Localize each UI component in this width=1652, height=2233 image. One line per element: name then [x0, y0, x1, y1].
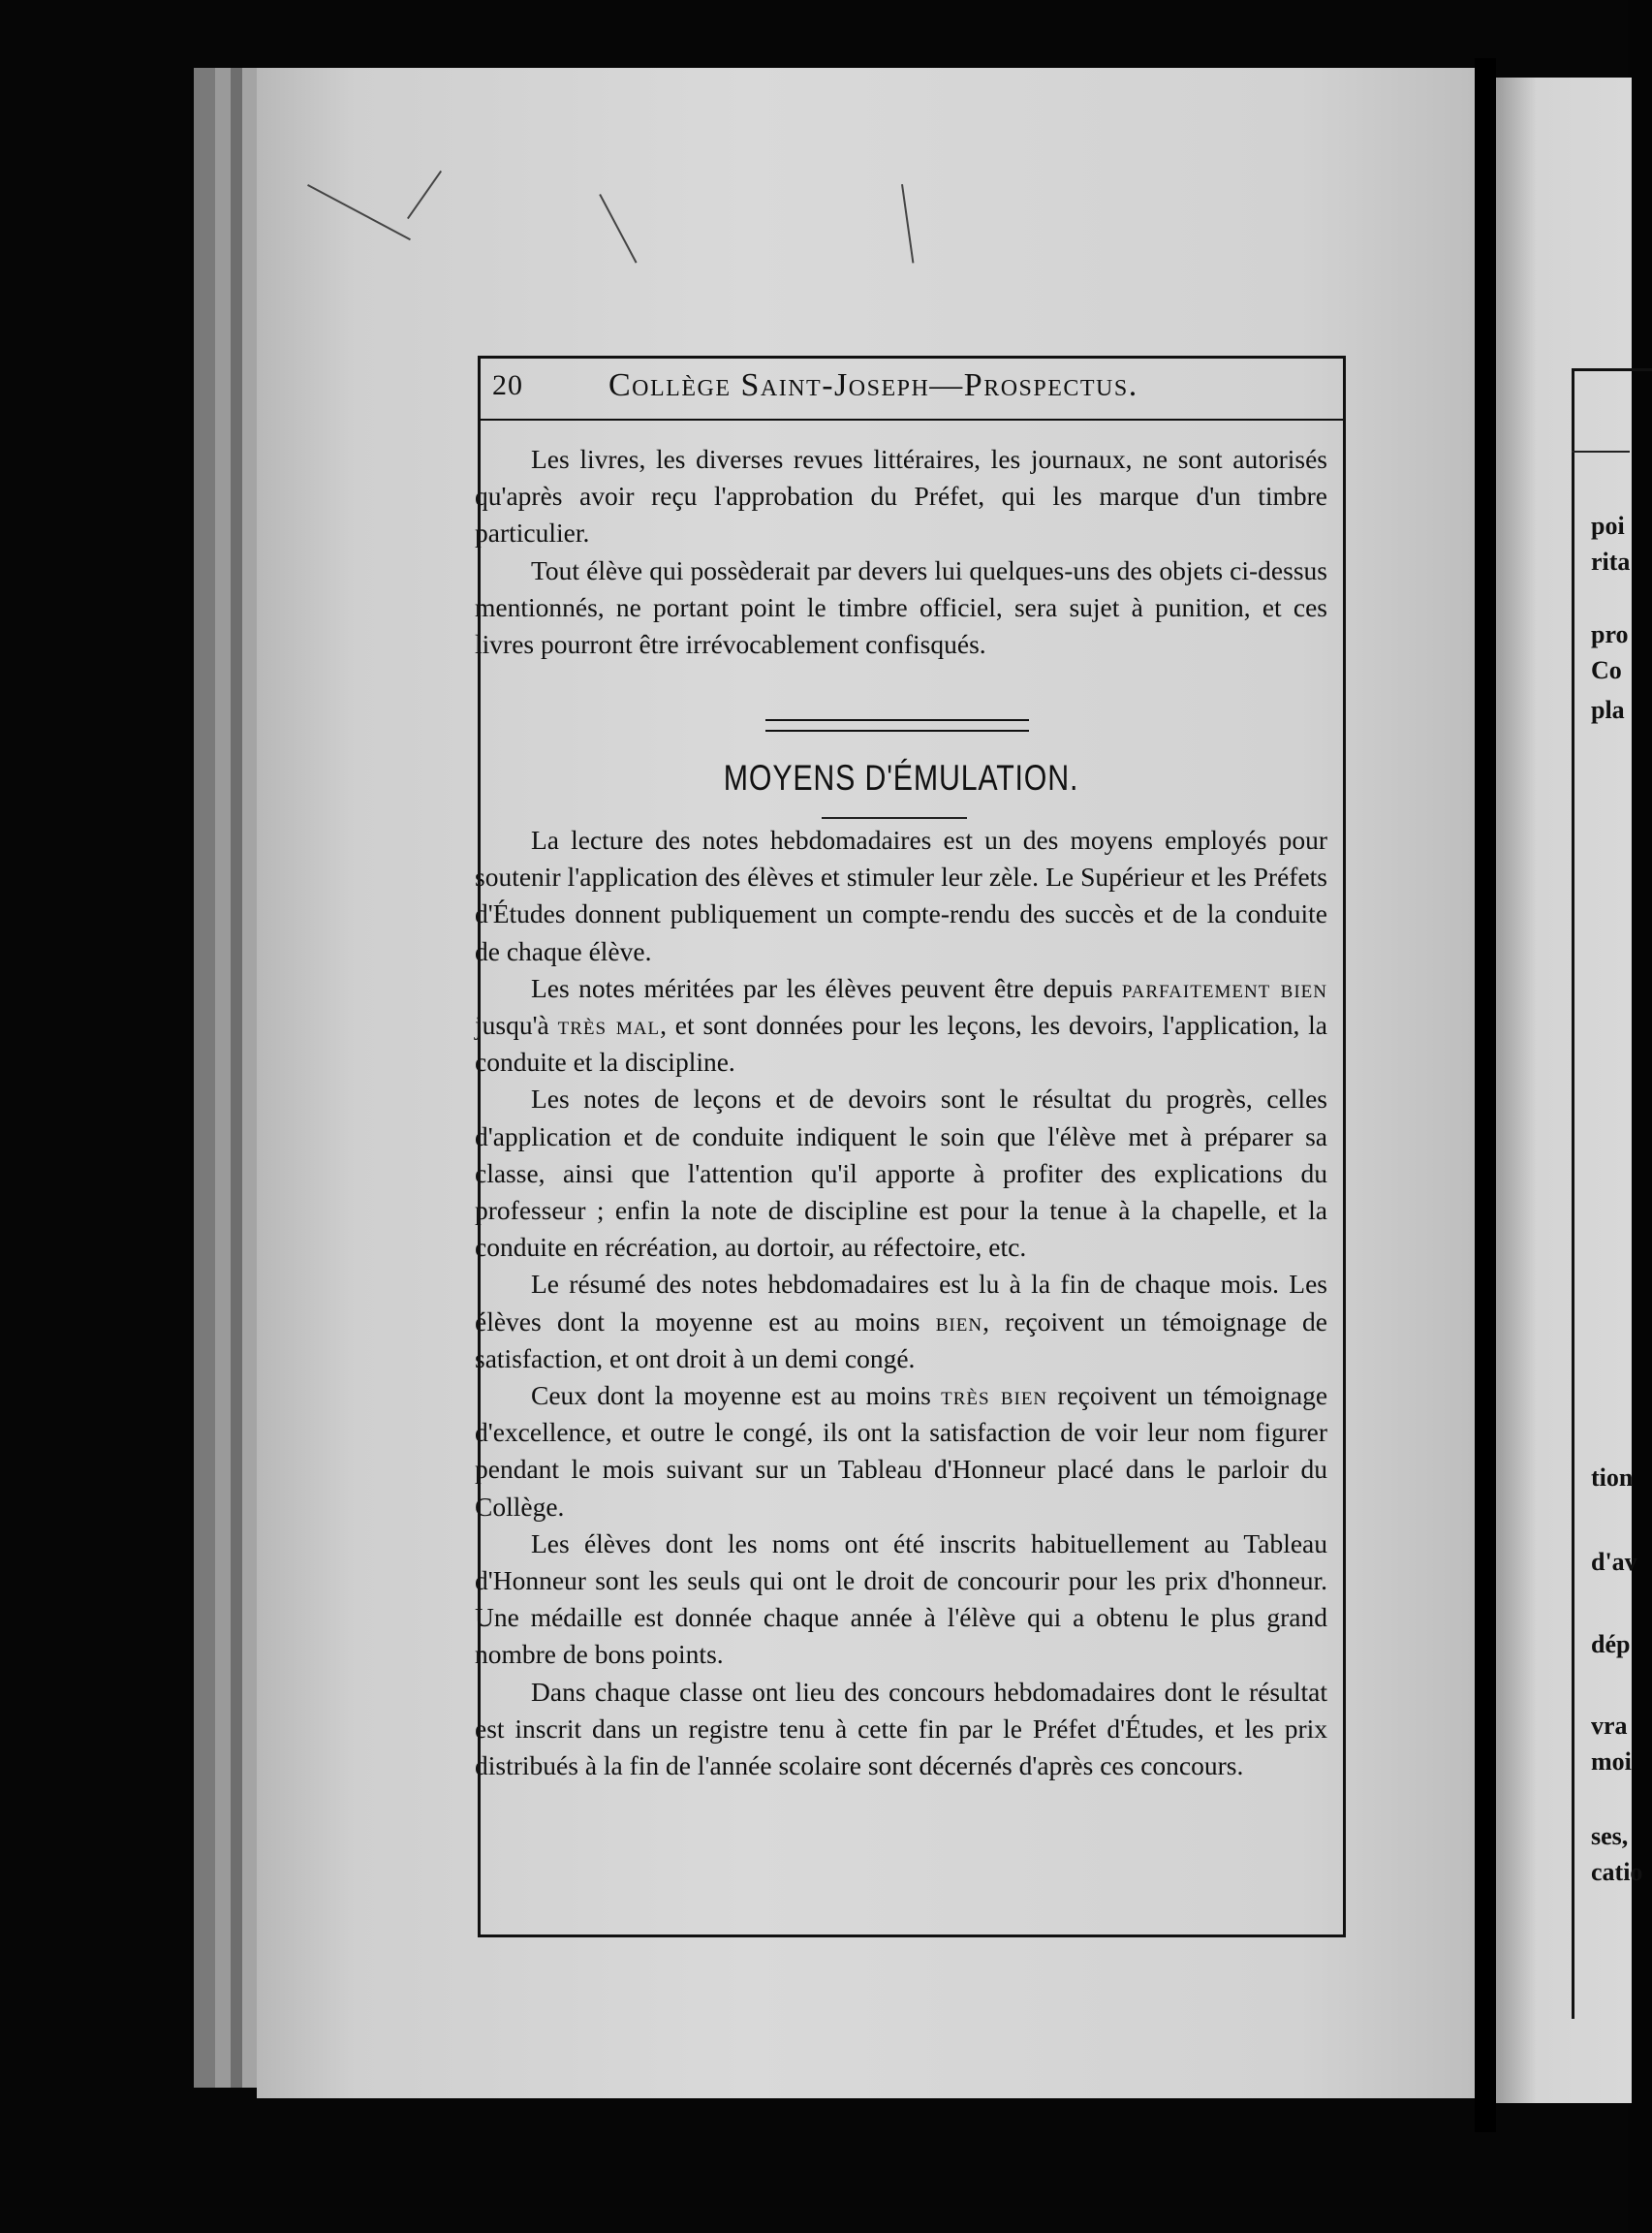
adjacent-fragment: Co	[1591, 656, 1622, 684]
adjacent-fragment: pla	[1591, 696, 1625, 724]
adjacent-fragment: catio	[1591, 1858, 1643, 1886]
text-run: , et sont données pour les leçons, les devoirs, l'application, la conduite et la discipline.	[475, 1010, 1327, 1078]
adjacent-fragment: pro	[1591, 620, 1629, 648]
text-run: reçoivent un témoignage d'excellence, et outre le congé, ils ont la satisfaction de voir leur nom figurer pendant le mois suivant sur un Tableau d'Honneur placé dans le parloir du Collège.	[475, 1380, 1328, 1522]
adjacent-fragment: rita	[1591, 548, 1631, 576]
paragraph: Les livres, les diverses revues littéraires, les journaux, ne sont autorisés qu'après avoir reçu l'approbation du Préfet, qui les marque d'un timbre particulier.	[475, 444, 1327, 549]
adjacent-fragment: poi	[1591, 512, 1625, 540]
adjacent-fragment: dép	[1591, 1630, 1631, 1658]
small-caps-run: bien	[935, 1305, 983, 1337]
adjacent-fragment: moi	[1591, 1747, 1632, 1776]
header-rule	[478, 419, 1346, 421]
double-rule-divider	[765, 719, 1029, 732]
small-caps-run: parfaitement bien	[1121, 972, 1327, 1003]
intro-text	[475, 441, 1327, 663]
book-gutter	[1475, 58, 1496, 2132]
paragraph: Les notes de leçons et de devoirs sont le résultat du progrès, celles d'application et de conduite indiquent le soin que l'élève met à préparer sa classe, ainsi que l'attention qu'il apporte à profiter des explications du professeur ; enfin la note de discipline est pour la tenue à la chapelle, et la conduite en récréation, au dortoir, au réfectoire, etc.	[475, 1084, 1327, 1263]
running-title: Collège Saint-Joseph—Prospectus.	[608, 367, 1138, 403]
text-run: Le résumé des notes hebdomadaires est lu à la fin de chaque mois. Les élèves dont la moyenne est au moins	[475, 1269, 1327, 1337]
paragraph: La lecture des notes hebdomadaires est un des moyens employés pour soutenir l'application des élèves et stimuler leur zèle. Le Supérieur et les Préfets d'Études donnent publiquement un compte-rendu des succès et de la conduite de chaque élève.	[475, 825, 1327, 966]
text-run: , reçoivent un témoignage de satisfaction, et ont droit à un demi congé.	[475, 1305, 1327, 1373]
text-run: jusqu'à	[475, 1010, 549, 1041]
paragraph: Tout élève qui possèderait par devers lui quelques-uns des objets ci-dessus mentionnés, ne portant point le timbre officiel, sera sujet à punition, et ces livres pourront être irrévocablement confisqués.	[475, 554, 1327, 660]
adjacent-fragment: ses,	[1591, 1822, 1629, 1850]
paragraph: Les élèves dont les noms ont été inscrits habituellement au Tableau d'Honneur sont les seuls qui ont le droit de concourir pour les prix d'honneur. Une médaille est donnée chaque année à l'élève qui a obtenu le plus grand nombre de bons points.	[475, 1527, 1327, 1670]
paragraph	[475, 1377, 1327, 1525]
text-run: Ceux dont la moyenne est au moins	[531, 1380, 931, 1411]
page-number: 20	[492, 369, 523, 401]
section-body	[475, 822, 1327, 1784]
paragraph	[475, 1266, 1327, 1377]
paragraph	[475, 970, 1327, 1082]
page-header	[492, 362, 1335, 420]
paragraph: Dans chaque classe ont lieu des concours hebdomadaires dont le résultat est inscrit dans un registre tenu à cette fin par le Préfet d'Études, et les prix distribués à la fin de l'année scolaire sont décernés d'après ces concours.	[475, 1676, 1327, 1781]
adjacent-fragment: d'av	[1591, 1548, 1637, 1576]
adjacent-fragment: vra	[1591, 1712, 1628, 1740]
text-run: Les notes méritées par les élèves peuvent être depuis	[531, 972, 1113, 1003]
small-caps-run: très bien	[941, 1380, 1048, 1411]
adjacent-fragment: tion	[1591, 1463, 1634, 1492]
title-underline	[822, 817, 967, 819]
section-title: MOYENS D'ÉMULATION.	[723, 758, 1079, 798]
right-page-rule	[1572, 451, 1630, 453]
small-caps-run: très mal	[557, 1010, 661, 1041]
